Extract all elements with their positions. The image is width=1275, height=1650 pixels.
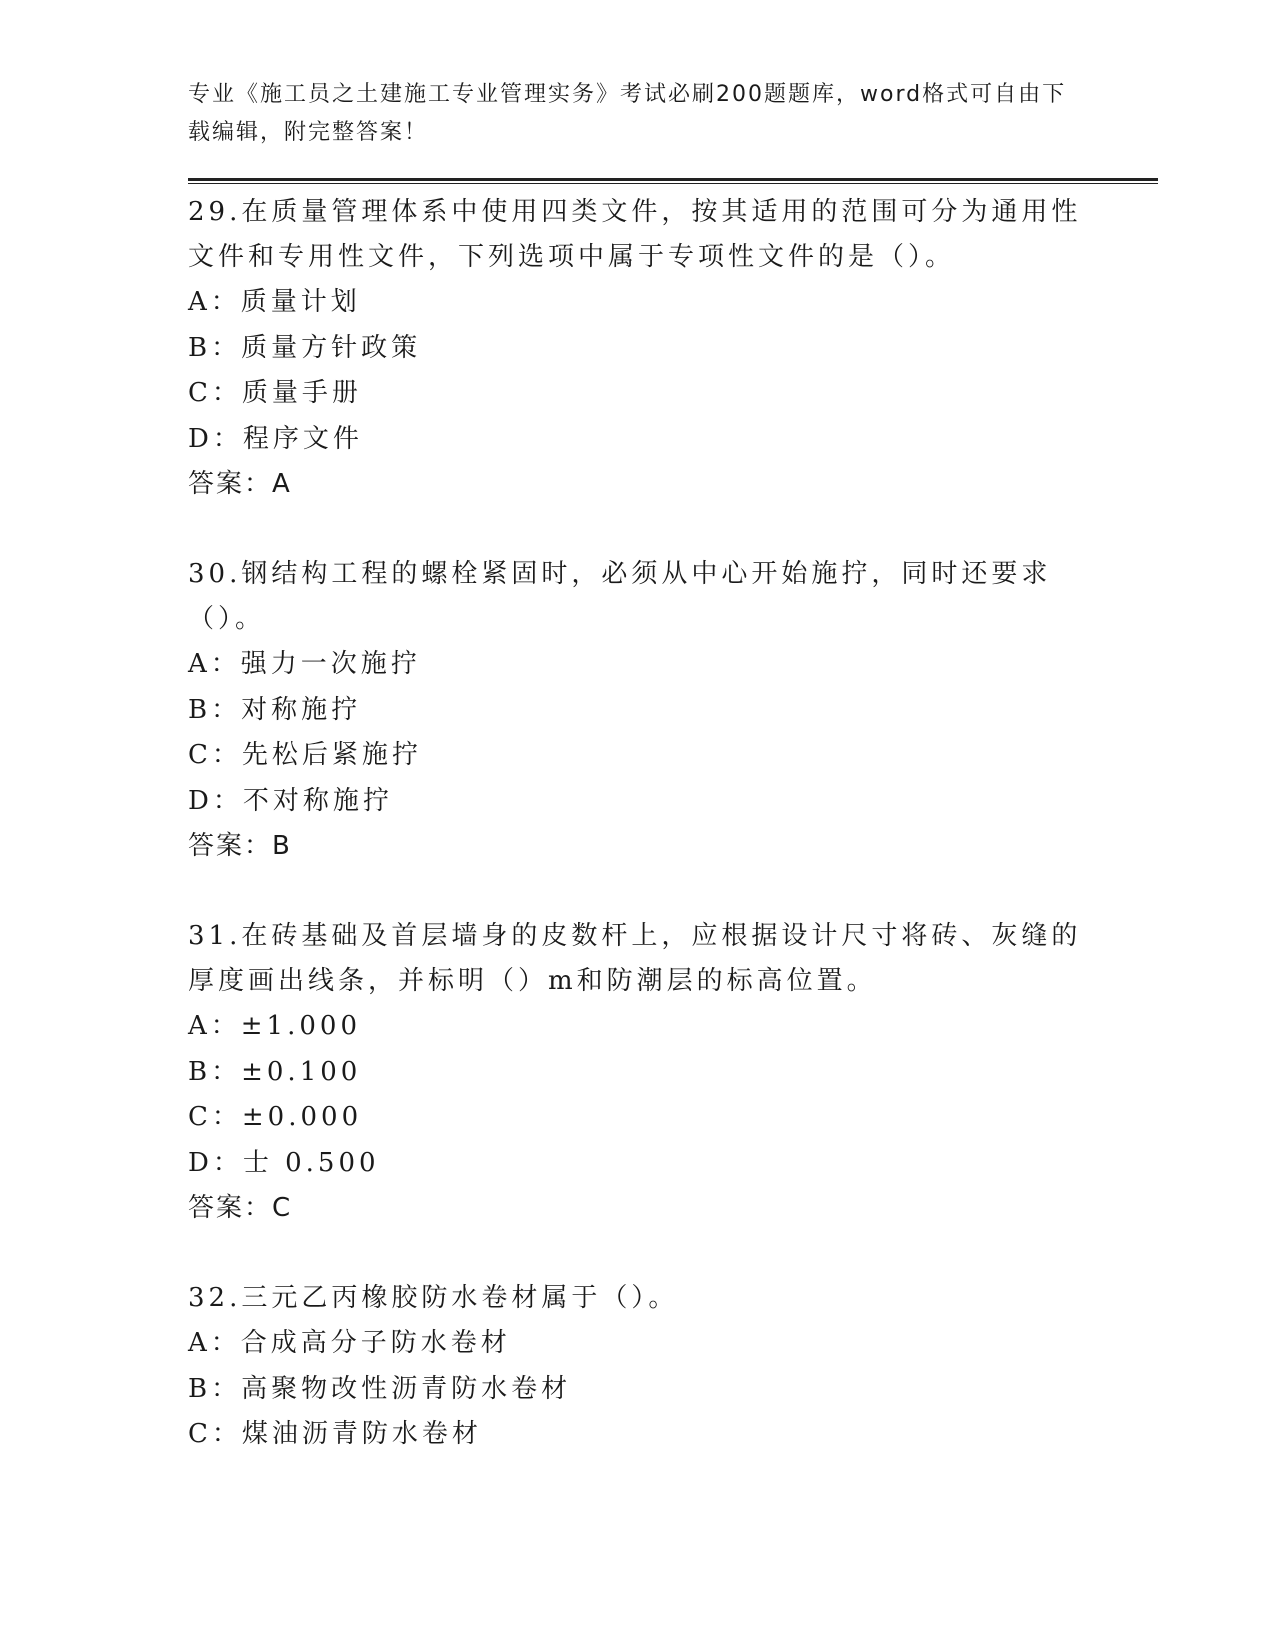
answer-line: 答案：C [188, 1193, 293, 1223]
question-stem: 32.三元乙丙橡胶防水卷材属于（）。 [188, 1283, 679, 1313]
page-header: 专业《施工员之土建施工专业管理实务》考试必刷200题题库，word格式可自由下载编辑，附完整答案！ [188, 82, 1067, 145]
option-a: A：±1.000 [188, 1011, 361, 1041]
option-d: D：程序文件 [188, 423, 363, 454]
header-divider-thick [188, 178, 1158, 181]
question-30 [188, 552, 1088, 869]
question-stem: 31.在砖基础及首层墙身的皮数杆上，应根据设计尺寸将砖、灰缝的厚度画出线条，并标明（）m和防潮层的标高位置。 [188, 921, 1082, 996]
option-c: C：先松后紧施拧 [188, 740, 422, 770]
answer-line: 答案：B [188, 831, 292, 861]
option-b: B：质量方针政策 [188, 332, 422, 363]
option-b: B：高聚物改性沥青防水卷材 [188, 1373, 572, 1404]
spacer [188, 1231, 1088, 1276]
option-d: D：不对称施拧 [188, 785, 393, 816]
header-divider-thin [188, 183, 1158, 184]
option-a: A：质量计划 [188, 287, 361, 317]
question-stem: 29.在质量管理体系中使用四类文件，按其适用的范围可分为通用性文件和专用性文件，下列选项中属于专项性文件的是（）。 [188, 197, 1082, 272]
question-stem: 30.钢结构工程的螺栓紧固时，必须从中心开始施拧，同时还要求（）。 [188, 559, 1052, 634]
option-d: D：士 0.500 [188, 1147, 380, 1178]
question-29 [188, 190, 1088, 507]
option-a: A：强力一次施拧 [188, 649, 421, 679]
option-a: A：合成高分子防水卷材 [188, 1328, 511, 1358]
option-c: C：煤油沥青防水卷材 [188, 1419, 482, 1449]
spacer [188, 507, 1088, 552]
question-list [188, 190, 1088, 1458]
question-32 [188, 1276, 1088, 1458]
option-c: C：质量手册 [188, 378, 362, 408]
option-c: C：±0.000 [188, 1102, 363, 1132]
spacer [188, 869, 1088, 914]
question-31 [188, 914, 1088, 1231]
option-b: B：对称施拧 [188, 694, 362, 725]
option-b: B：±0.100 [188, 1056, 362, 1087]
answer-line: 答案：A [188, 469, 292, 499]
